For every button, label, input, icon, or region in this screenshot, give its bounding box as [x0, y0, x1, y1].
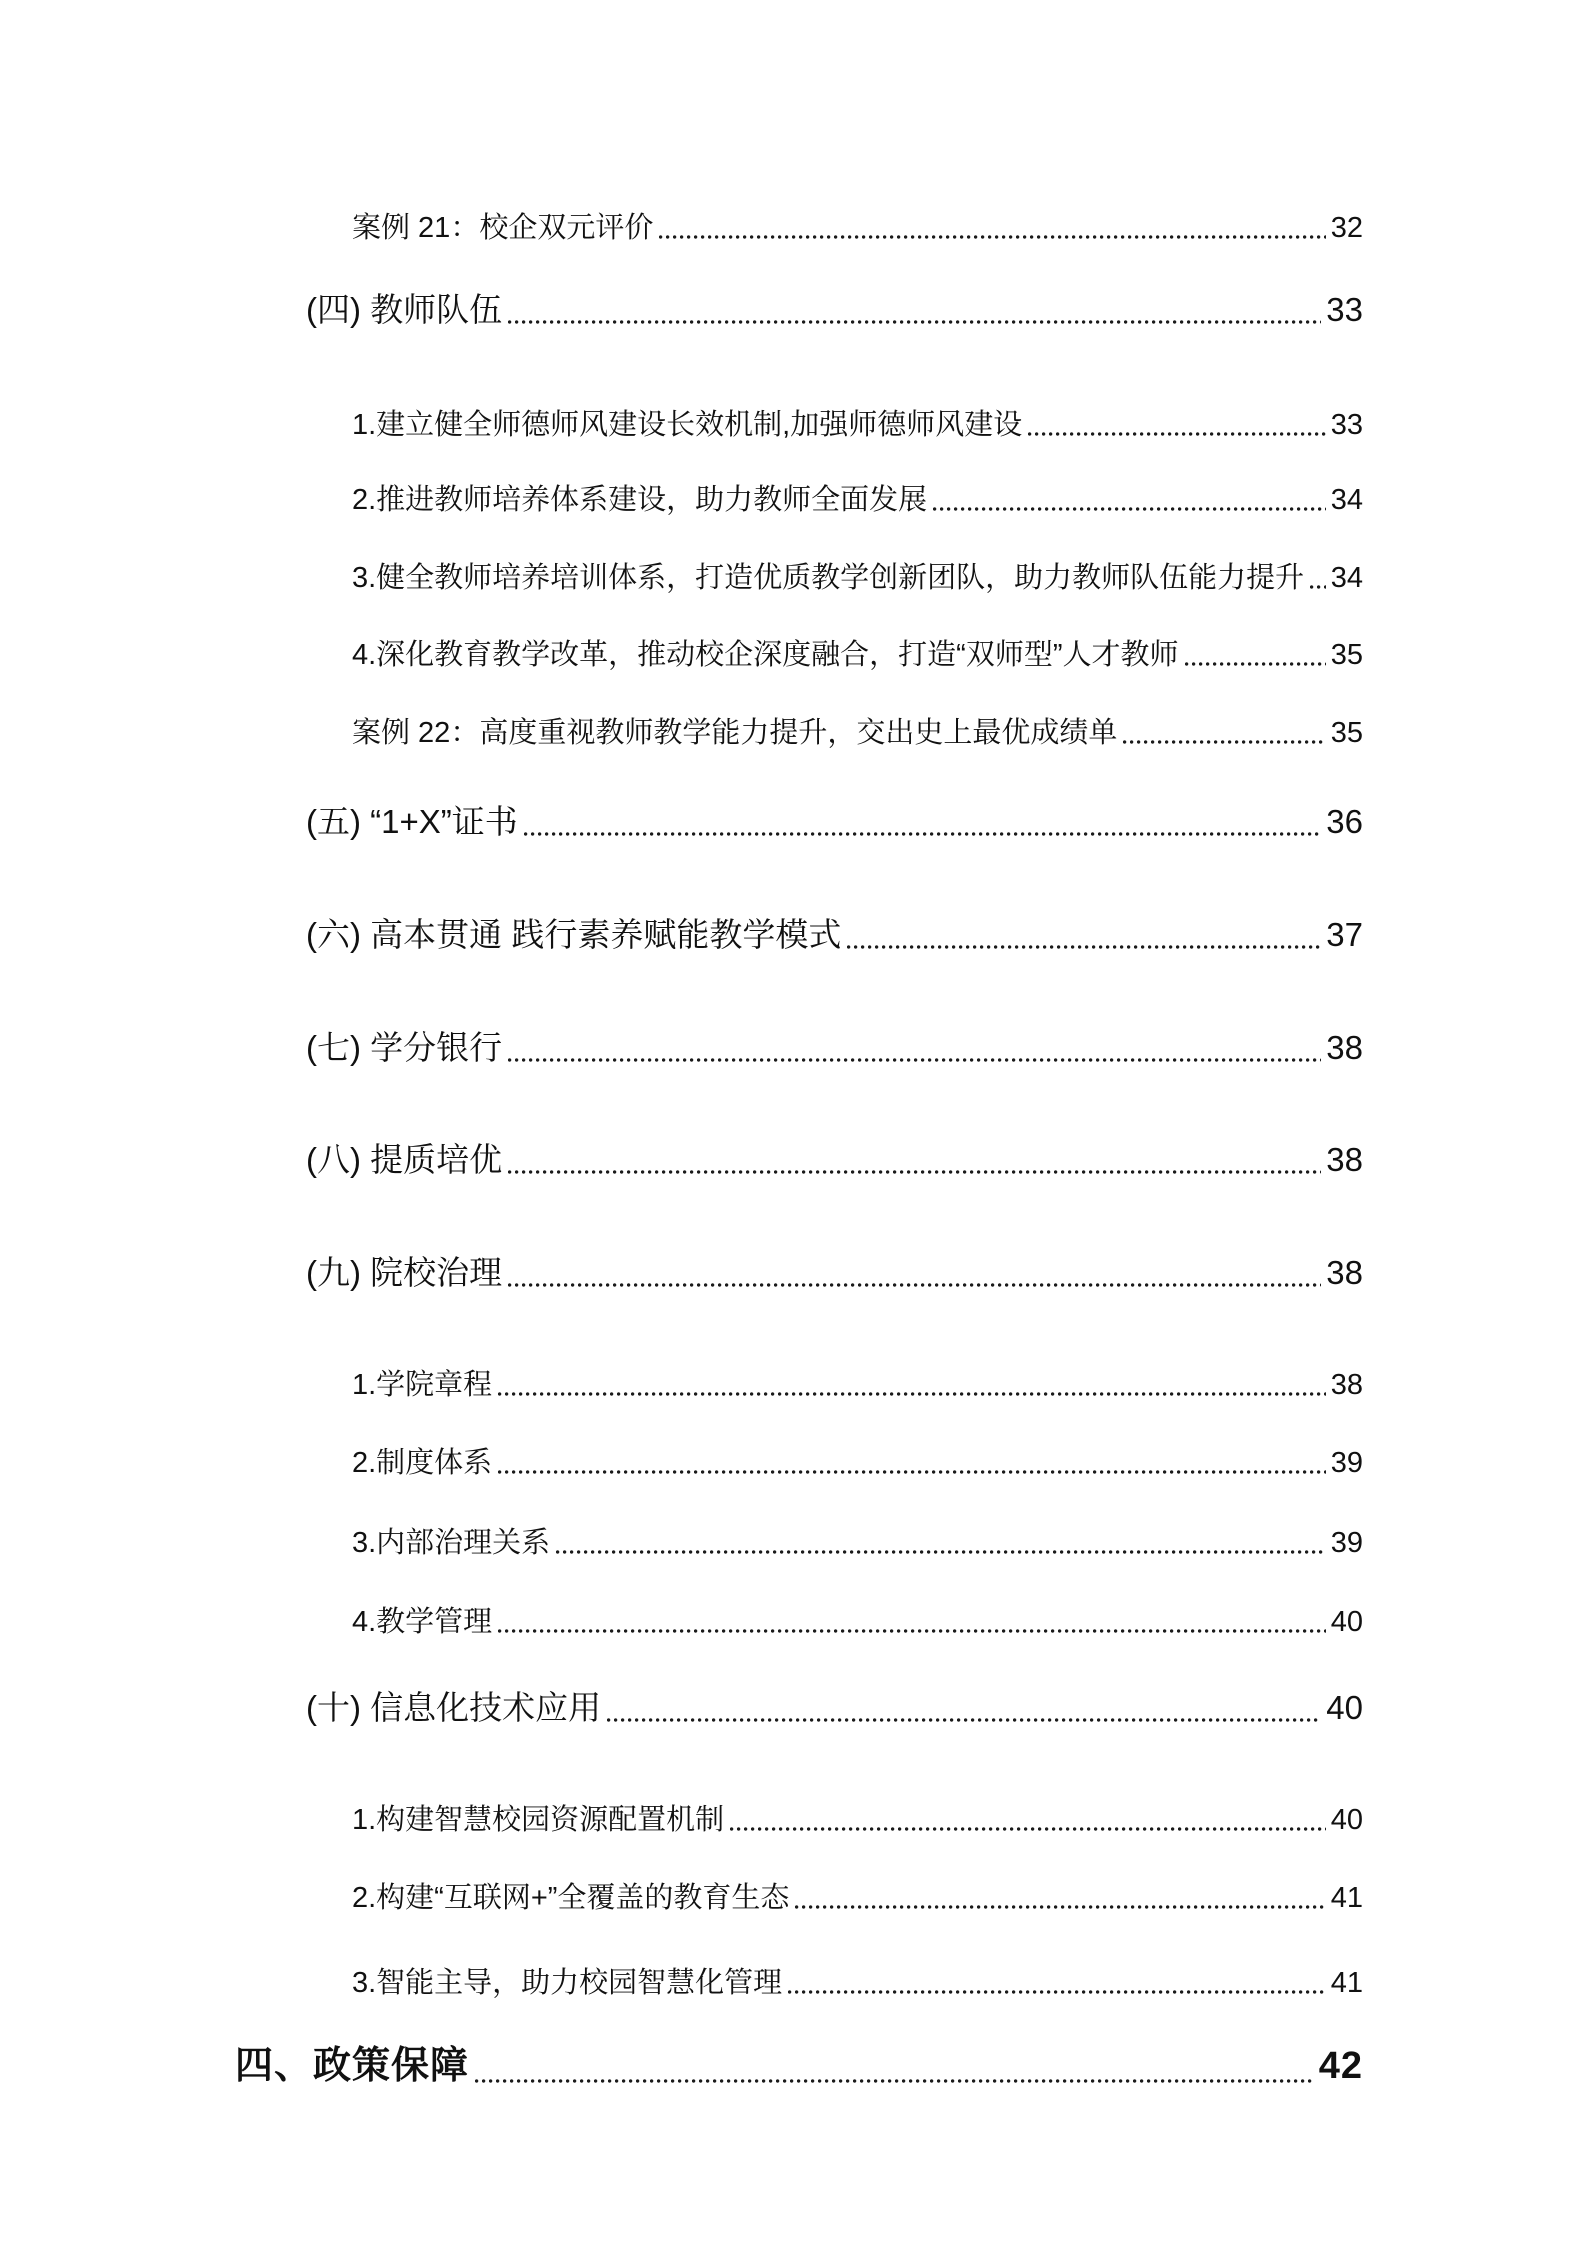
toc-item-label: (四) 教师队伍 — [306, 291, 503, 328]
dot-leader — [498, 1628, 1326, 1634]
toc-item-page-number: 40 — [1330, 1606, 1363, 1638]
toc-item[interactable] — [352, 1367, 1363, 1403]
toc-item[interactable] — [352, 1525, 1363, 1561]
toc-item-label: 4.深化教育教学改革，推动校企深度融合，打造“双师型”人才教师 — [352, 639, 1179, 671]
toc-item-label: 3.内部治理关系 — [352, 1527, 551, 1559]
toc-item-page-number: 35 — [1330, 639, 1363, 671]
dot-leader — [508, 1057, 1321, 1063]
toc-item-label: (六) 高本贯通 践行素养赋能教学模式 — [306, 916, 842, 953]
toc-item-page-number: 34 — [1330, 484, 1363, 516]
toc-item-page-number: 40 — [1330, 1804, 1363, 1836]
toc-item[interactable] — [306, 1027, 1363, 1069]
toc-item[interactable] — [306, 914, 1363, 956]
dot-leader — [1028, 431, 1325, 437]
toc-item-label: 1.建立健全师德师风建设长效机制,加强师德师风建设 — [352, 409, 1023, 441]
toc-item-label: 2.构建“互联网+”全覆盖的教育生态 — [352, 1882, 790, 1914]
dot-leader — [498, 1469, 1326, 1475]
toc-item-page-number: 38 — [1326, 1029, 1363, 1066]
dot-leader — [524, 831, 1322, 837]
toc-item-page-number: 38 — [1326, 1254, 1363, 1291]
toc-item-page-number: 35 — [1330, 717, 1363, 749]
toc-item-label: 案例 22：高度重视教师教学能力提升，交出史上最优成绩单 — [352, 717, 1118, 749]
dot-leader — [1123, 739, 1325, 745]
toc-item-label: 2.推进教师培养体系建设，助力教师全面发展 — [352, 484, 928, 516]
dot-leader — [475, 2078, 1314, 2084]
toc-item-label: 1.学院章程 — [352, 1369, 493, 1401]
toc-item[interactable] — [306, 1139, 1363, 1181]
toc-item-label: 3.健全教师培养培训体系，打造优质教学创新团队，助力教师队伍能力提升 — [352, 562, 1305, 594]
toc-item-page-number: 36 — [1326, 803, 1363, 840]
toc-item-page-number: 38 — [1326, 1141, 1363, 1178]
toc-item-page-number: 40 — [1326, 1689, 1363, 1726]
dot-leader — [556, 1549, 1326, 1555]
dot-leader — [607, 1717, 1321, 1723]
toc-item[interactable] — [306, 1252, 1363, 1294]
toc-item-label: 四、政策保障 — [235, 2045, 470, 2087]
dot-leader — [788, 1989, 1326, 1995]
toc-item[interactable] — [352, 407, 1363, 443]
toc-item[interactable] — [235, 2042, 1363, 2090]
toc-item[interactable] — [352, 560, 1363, 596]
dot-leader — [933, 506, 1326, 512]
dot-leader — [795, 1904, 1325, 1910]
dot-leader — [508, 319, 1321, 325]
toc-item-label: 4.教学管理 — [352, 1606, 493, 1638]
toc-item-page-number: 34 — [1330, 562, 1363, 594]
toc-item[interactable] — [306, 801, 1363, 843]
dot-leader — [1310, 584, 1326, 590]
toc-item[interactable] — [352, 1880, 1363, 1916]
toc-item-page-number: 41 — [1330, 1967, 1363, 1999]
toc-item-page-number: 33 — [1330, 409, 1363, 441]
dot-leader — [508, 1169, 1321, 1175]
toc-item-page-number: 41 — [1330, 1882, 1363, 1914]
toc-item[interactable] — [306, 1687, 1363, 1729]
toc-item-page-number: 38 — [1330, 1369, 1363, 1401]
toc-item-label: (十) 信息化技术应用 — [306, 1689, 602, 1726]
toc-item-page-number: 39 — [1330, 1527, 1363, 1559]
toc-item-label: (八) 提质培优 — [306, 1141, 503, 1178]
dot-leader — [730, 1826, 1326, 1832]
toc-item[interactable] — [352, 1604, 1363, 1640]
toc-item[interactable] — [352, 715, 1363, 751]
toc-item-page-number: 37 — [1326, 916, 1363, 953]
toc-item-page-number: 42 — [1318, 2045, 1363, 2087]
toc-item-page-number: 33 — [1326, 291, 1363, 328]
toc-item-label: (九) 院校治理 — [306, 1254, 503, 1291]
toc-item[interactable] — [352, 1965, 1363, 2001]
toc-item-label: (七) 学分银行 — [306, 1029, 503, 1066]
toc-item-page-number: 32 — [1330, 212, 1363, 244]
dot-leader — [847, 944, 1321, 950]
toc-item[interactable] — [352, 210, 1363, 246]
dot-leader — [659, 234, 1325, 240]
toc-item-page-number: 39 — [1330, 1447, 1363, 1479]
dot-leader — [508, 1282, 1321, 1288]
toc-item[interactable] — [352, 1445, 1363, 1481]
toc-item[interactable] — [352, 1802, 1363, 1838]
toc-item[interactable] — [352, 637, 1363, 673]
toc-item-label: 案例 21：校企双元评价 — [352, 212, 654, 244]
dot-leader — [1185, 661, 1326, 667]
toc-item-label: (五) “1+X”证书 — [306, 803, 518, 840]
dot-leader — [498, 1391, 1326, 1397]
toc-item-label: 2.制度体系 — [352, 1447, 493, 1479]
toc-item-label: 1.构建智慧校园资源配置机制 — [352, 1804, 725, 1836]
toc-item-label: 3.智能主导，助力校园智慧化管理 — [352, 1967, 783, 1999]
toc-item[interactable] — [306, 289, 1363, 331]
toc-item[interactable] — [352, 482, 1363, 518]
